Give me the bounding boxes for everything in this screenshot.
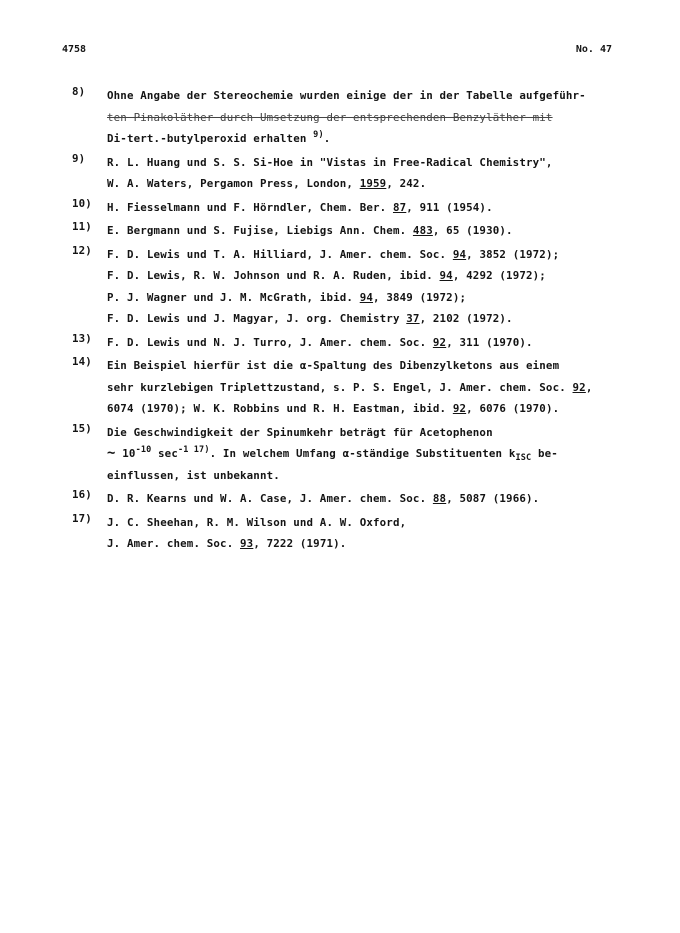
reference-text: , 3852 (1972);	[466, 247, 560, 261]
reference-number: 8)	[72, 85, 86, 98]
reference-number: 13)	[72, 331, 92, 345]
reference-line	[107, 287, 632, 309]
volume-underlined: 94	[359, 290, 374, 304]
reference-text: F. D. Lewis und J. Magyar, J. org. Chemistry	[107, 312, 400, 325]
reference-line	[107, 377, 632, 399]
struck-text: ten Pinakoläther durch Umsetzung der entsprechenden Benzyläther mit	[107, 110, 553, 124]
reference-11	[72, 220, 632, 242]
reference-text: 10	[122, 447, 136, 460]
reference-number: 11)	[72, 220, 92, 233]
reference-line	[107, 265, 632, 287]
exponent: -10	[135, 445, 152, 455]
reference-text: D. R. Kearns und W. A. Case, J. Amer. chem. Soc.	[107, 492, 427, 505]
reference-text: E. Bergmann und S. Fujise, Liebigs Ann. Chem.	[107, 224, 407, 237]
reference-line	[107, 533, 632, 555]
reference-text: , 2102 (1972).	[419, 312, 513, 325]
reference-text: F. D. Lewis und N. J. Turro, J. Amer. chem. Soc.	[107, 335, 427, 349]
approx-symbol: ∼	[107, 445, 116, 461]
reference-line: R. L. Huang und S. S. Si-Hoe in "Vistas in Free-Radical Chemistry",	[107, 155, 553, 169]
reference-number: 15)	[72, 421, 92, 435]
reference-line	[107, 197, 632, 219]
reference-text: , 7222 (1971).	[253, 537, 347, 550]
reference-text: sec	[158, 447, 178, 460]
reference-text: H. Fiesselmann und F. Hörndler, Chem. Ber.	[107, 200, 387, 214]
reference-text: , 6076 (1970).	[466, 402, 560, 415]
reference-number: 14)	[72, 355, 92, 368]
reference-text: sehr kurzlebigen Triplettzustand, s. P. S. Engel, J. Amer. chem. Soc.	[107, 380, 566, 394]
reference-12	[72, 244, 632, 330]
volume-underlined: 93	[240, 537, 254, 550]
issue-number: No. 47	[575, 44, 612, 55]
reference-line	[107, 244, 632, 266]
volume-underlined: 92	[432, 335, 447, 349]
reference-text: F. D. Lewis und T. A. Hilliard, J. Amer. chem. Soc.	[107, 247, 447, 261]
page-number: 4758	[62, 44, 87, 55]
reference-10	[72, 197, 632, 219]
subscript: ISC	[515, 453, 532, 463]
reference-line	[107, 308, 632, 330]
volume-underlined: 88	[432, 492, 447, 505]
reference-line: Ein Beispiel hierfür ist die α-Spaltung des Dibenzylketons aus einem	[107, 359, 560, 372]
reference-15	[72, 422, 632, 487]
reference-16	[72, 488, 632, 510]
reference-text: J. Amer. chem. Soc.	[107, 537, 234, 550]
reference-text: , 3849 (1972);	[373, 290, 467, 304]
reference-17	[72, 512, 632, 555]
reference-line: J. C. Sheehan, R. M. Wilson und A. W. Oxford,	[107, 515, 407, 529]
volume-underlined: 37	[406, 312, 420, 325]
reference-text: , 242.	[386, 177, 427, 190]
reference-line	[107, 220, 632, 242]
reference-14	[72, 355, 632, 420]
reference-number: 10)	[72, 196, 92, 210]
reference-text: Di-tert.-butylperoxid erhalten	[107, 132, 307, 145]
reference-line	[107, 488, 632, 510]
reference-9	[72, 152, 632, 195]
volume-underlined: 92	[572, 380, 586, 394]
reference-number: 9)	[72, 151, 86, 165]
year-underlined: 1959	[359, 177, 387, 190]
reference-number: 16)	[72, 488, 92, 501]
volume-underlined: 94	[439, 269, 453, 282]
reference-text: , 5087 (1966).	[446, 492, 540, 505]
reference-text: W. A. Waters, Pergamon Press, London,	[107, 177, 354, 190]
reference-8	[72, 85, 632, 150]
reference-text: , 4292 (1972);	[452, 269, 546, 282]
exponent-citation: -1 17)	[177, 445, 210, 455]
reference-text: P. J. Wagner und J. M. McGrath, ibid.	[107, 290, 354, 304]
reference-list	[72, 85, 632, 557]
reference-line	[107, 332, 632, 354]
volume-underlined: 87	[392, 200, 407, 214]
reference-text: .	[323, 132, 331, 145]
reference-13	[72, 332, 632, 354]
reference-text: , 911 (1954).	[406, 200, 493, 214]
reference-line: Ohne Angabe der Stereochemie wurden einige der in der Tabelle aufgeführ-	[107, 89, 586, 102]
reference-line: einflussen, ist unbekannt.	[107, 468, 280, 482]
reference-text: . In welchem Umfang α-ständige Substituenten k	[209, 447, 516, 460]
reference-text: ,	[585, 380, 593, 394]
reference-line-struck	[107, 107, 632, 129]
reference-line	[107, 128, 632, 150]
reference-text: , 311 (1970).	[446, 335, 533, 349]
reference-number: 17)	[72, 511, 92, 525]
reference-line	[107, 173, 632, 195]
reference-line	[107, 443, 632, 465]
page-header	[62, 44, 612, 60]
volume-underlined: 483	[412, 224, 433, 237]
reference-text: 6074 (1970); W. K. Robbins und R. H. Eastman, ibid.	[107, 402, 447, 415]
reference-text: F. D. Lewis, R. W. Johnson und R. A. Ruden, ibid.	[107, 269, 433, 282]
reference-number: 12)	[72, 243, 92, 257]
reference-text: , 65 (1930).	[432, 224, 513, 237]
volume-underlined: 92	[452, 402, 467, 415]
reference-line	[107, 398, 632, 420]
reference-line: Die Geschwindigkeit der Spinumkehr beträgt für Acetophenon	[107, 425, 493, 439]
volume-underlined: 94	[452, 247, 467, 261]
reference-text: be-	[531, 447, 558, 460]
citation-superscript: 9)	[313, 130, 324, 140]
